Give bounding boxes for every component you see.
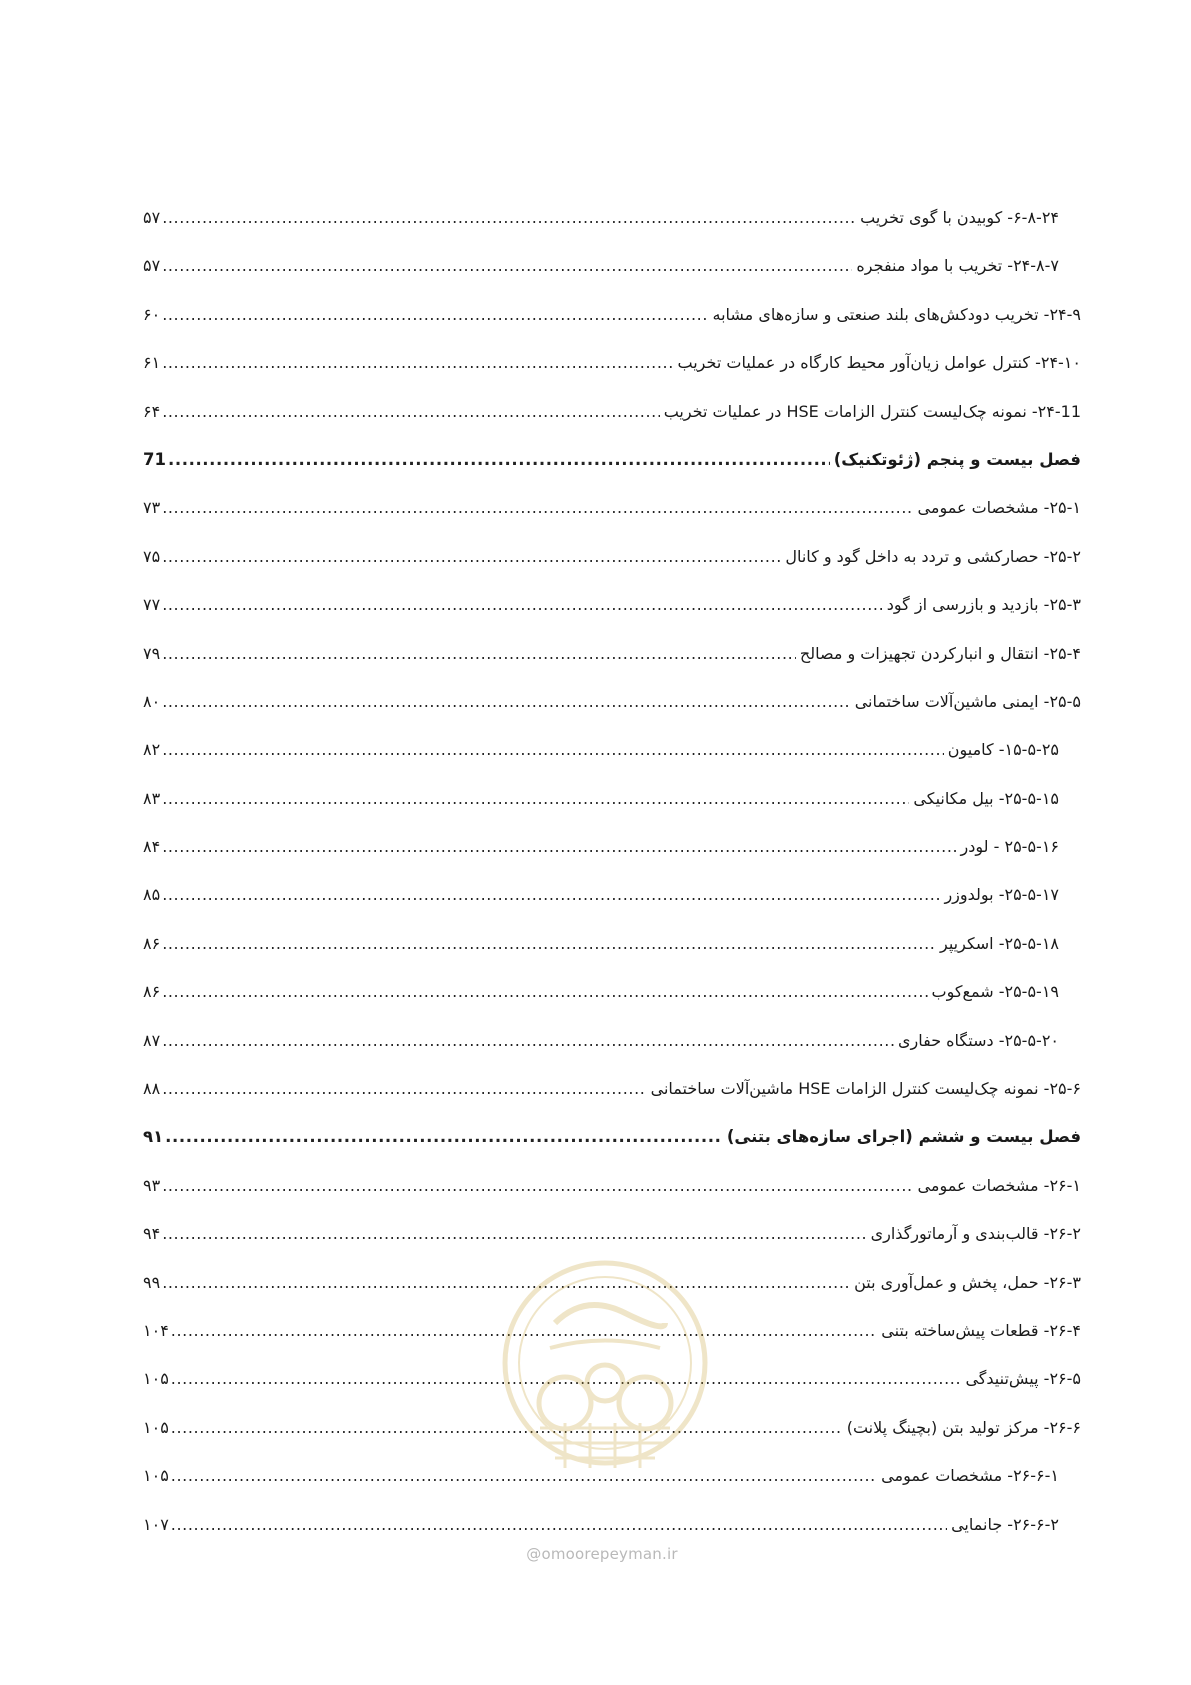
toc-leader-dots xyxy=(162,1175,913,1197)
toc-page-number: ۶۰ xyxy=(143,304,161,324)
toc-entry-row[interactable] xyxy=(143,1417,1081,1465)
toc-page-number: ۸۸ xyxy=(143,1079,161,1099)
toc-entry-title: ۲۵-۱- مشخصات عمومی xyxy=(917,498,1081,518)
toc-page-number: ۹۳ xyxy=(143,1175,161,1195)
toc-entry-title: فصل بیست و ششم (اجرای سازه‌های بتنی) xyxy=(726,1127,1081,1147)
toc-entry-title: ۲۵-۵-۱۵- بیل مکانیکی xyxy=(913,788,1059,808)
toc-page-number: ۷۵ xyxy=(143,546,161,566)
toc-page-number: ۸۵ xyxy=(143,885,161,905)
toc-leader-dots xyxy=(171,1465,877,1487)
toc-page-number: ۵۷ xyxy=(143,208,161,227)
toc-entry-row[interactable] xyxy=(143,1465,1081,1513)
toc-page-number: ۸۶ xyxy=(143,982,161,1002)
toc-page-number: ۵۷ xyxy=(143,256,161,276)
toc-leader-dots xyxy=(162,739,944,761)
toc-leader-dots xyxy=(162,981,927,1003)
toc-entry-row[interactable] xyxy=(143,1368,1081,1416)
toc-entry-title: ۲۵-۴- انتقال و انبارکردن تجهیزات و مصالح xyxy=(799,643,1081,663)
toc-leader-dots xyxy=(162,1030,894,1052)
toc-entry-row[interactable] xyxy=(143,691,1081,739)
toc-entry-title: ۲۶-۵- پیش‌تنیدگی xyxy=(965,1369,1081,1389)
toc-entry-row[interactable] xyxy=(143,207,1081,255)
toc-entry-row[interactable] xyxy=(143,255,1081,303)
toc-entry-title: ۲۴-۸-۷- تخریب با مواد منفجره xyxy=(856,256,1059,276)
toc-entry-row[interactable] xyxy=(143,884,1081,932)
toc-leader-dots xyxy=(162,401,660,423)
toc-entry-title: ۲۴-۱۰- کنترل عوامل زیان‌آور محیط کارگاه در عملیات تخریب xyxy=(677,353,1081,373)
toc-leader-dots xyxy=(171,1368,962,1390)
toc-leader-dots xyxy=(162,643,796,665)
toc-entry-row[interactable] xyxy=(143,1320,1081,1368)
toc-entry-title: ۲۴-11- نمونه چک‌لیست کنترل الزامات HSE در عملیات تخریب xyxy=(663,401,1081,421)
toc-leader-dots xyxy=(165,1126,723,1148)
toc-entry-row[interactable] xyxy=(143,788,1081,836)
toc-entry-title: ۲۵-۵-۱۷- بولدوزر xyxy=(944,885,1059,905)
toc-entry-title: ۲۵-۵- ایمنی ماشین‌آلات ساختمانی xyxy=(854,691,1081,711)
toc-entry-title: ۲۵-۵-۱۹- شمع‌کوب xyxy=(931,982,1059,1002)
toc-entry-row[interactable] xyxy=(143,1272,1081,1320)
toc-entry-title: ۱۵-۵-۲۵- کامیون xyxy=(947,740,1059,760)
toc-leader-dots xyxy=(162,255,852,277)
toc-entry-title: ۲۶-۶-۱- مشخصات عمومی xyxy=(881,1466,1059,1486)
toc-page-number: ۱۰۵ xyxy=(143,1466,169,1486)
toc-entry-title: ۶-۸-۲۴- کوبیدن با گوی تخریب xyxy=(860,208,1059,227)
table-of-contents xyxy=(143,207,1081,1562)
toc-page-number: ۱۰۵ xyxy=(143,1417,169,1437)
toc-page-number: ۶۴ xyxy=(143,401,161,421)
toc-page-number: ۹۴ xyxy=(143,1224,161,1244)
toc-entry-title: ۲۵-۵-۱۶ - لودر xyxy=(960,837,1059,857)
toc-entry-title: ۲۶-۲- قالب‌بندی و آرماتورگذاری xyxy=(870,1224,1081,1244)
toc-page-number: ۷۷ xyxy=(143,595,161,615)
toc-entry-row[interactable] xyxy=(143,401,1081,449)
toc-entry-row[interactable] xyxy=(143,352,1081,400)
toc-entry-row[interactable] xyxy=(143,739,1081,787)
toc-leader-dots xyxy=(162,594,883,616)
toc-leader-dots xyxy=(171,1417,843,1439)
toc-page-number: ۹۱ xyxy=(143,1127,164,1147)
toc-entry-row[interactable] xyxy=(143,1078,1081,1126)
toc-entry-row[interactable] xyxy=(143,933,1081,981)
toc-leader-dots xyxy=(162,788,909,810)
toc-entry-row[interactable] xyxy=(143,1175,1081,1223)
toc-entry-title: ۲۶-۶- مرکز تولید بتن (بچینگ پلانت) xyxy=(846,1417,1081,1437)
toc-page-number: 71 xyxy=(143,449,166,469)
toc-entry-title: ۲۵-۶- نمونه چک‌لیست کنترل الزامات HSE ماشین‌آلات ساختمانی xyxy=(650,1079,1081,1099)
toc-entry-row[interactable] xyxy=(143,643,1081,691)
toc-entry-row[interactable] xyxy=(143,546,1081,594)
toc-page-number: ۱۰۷ xyxy=(143,1514,169,1534)
toc-entry-title: ۲۵-۳- بازدید و بازرسی از گود xyxy=(886,595,1081,615)
toc-entry-title: ۲۶-۴- قطعات پیش‌ساخته بتنی xyxy=(881,1320,1081,1340)
toc-page-number: ۱۰۴ xyxy=(143,1320,169,1340)
toc-leader-dots xyxy=(162,304,708,326)
watermark-site: @omoorepeyman.ir xyxy=(526,1545,678,1563)
toc-entry-title: ۲۵-۵-۱۸- اسکریپر xyxy=(940,933,1059,953)
toc-page-number: ۸۶ xyxy=(143,933,161,953)
toc-leader-dots xyxy=(162,352,673,374)
toc-entry-row[interactable] xyxy=(143,594,1081,642)
toc-entry-row[interactable] xyxy=(143,304,1081,352)
toc-entry-title: ۲۵-۲- حصارکشی و تردد به داخل گود و کانال xyxy=(785,546,1081,566)
toc-page-number: ۸۳ xyxy=(143,788,161,808)
toc-leader-dots xyxy=(162,207,856,229)
toc-chapter-row[interactable] xyxy=(143,449,1081,497)
toc-leader-dots xyxy=(162,1272,850,1294)
toc-entry-row[interactable] xyxy=(143,981,1081,1029)
toc-page-number: ۷۳ xyxy=(143,498,161,518)
toc-page-number: ۸۷ xyxy=(143,1030,161,1050)
toc-entry-title: ۲۶-۶-۲- جانمایی xyxy=(951,1514,1059,1534)
toc-leader-dots xyxy=(162,836,956,858)
toc-entry-row[interactable] xyxy=(143,1223,1081,1271)
toc-entry-title: فصل بیست و پنجم (ژئوتکنیک) xyxy=(833,449,1081,469)
toc-leader-dots xyxy=(162,546,781,568)
toc-entry-row[interactable] xyxy=(143,497,1081,545)
toc-page-number: ۶۱ xyxy=(143,353,161,373)
toc-leader-dots xyxy=(162,933,936,955)
toc-page-number: ۸۴ xyxy=(143,837,161,857)
toc-entry-title: ۲۶-۳- حمل، پخش و عمل‌آوری بتن xyxy=(854,1272,1081,1292)
toc-entry-title: ۲۴-۹- تخریب دودکش‌های بلند صنعتی و سازه‌های مشابه xyxy=(712,304,1081,324)
toc-entry-title: ۲۶-۱- مشخصات عمومی xyxy=(917,1175,1081,1195)
toc-entry-row[interactable] xyxy=(143,1030,1081,1078)
toc-chapter-row[interactable] xyxy=(143,1126,1081,1174)
toc-page-number: ۱۰۵ xyxy=(143,1369,169,1389)
toc-leader-dots xyxy=(168,449,830,471)
toc-leader-dots xyxy=(171,1514,947,1536)
toc-leader-dots xyxy=(162,1223,866,1245)
toc-page-number: ۹۹ xyxy=(143,1272,161,1292)
toc-leader-dots xyxy=(162,691,851,713)
toc-page-number: ۸۲ xyxy=(143,740,161,760)
toc-entry-title: ۲۵-۵-۲۰- دستگاه حفاری xyxy=(897,1030,1059,1050)
toc-leader-dots xyxy=(162,884,940,906)
toc-leader-dots xyxy=(162,1078,646,1100)
toc-leader-dots xyxy=(171,1320,877,1342)
toc-leader-dots xyxy=(162,497,913,519)
toc-entry-row[interactable] xyxy=(143,836,1081,884)
toc-page-number: ۸۰ xyxy=(143,691,161,711)
toc-page-number: ۷۹ xyxy=(143,643,161,663)
